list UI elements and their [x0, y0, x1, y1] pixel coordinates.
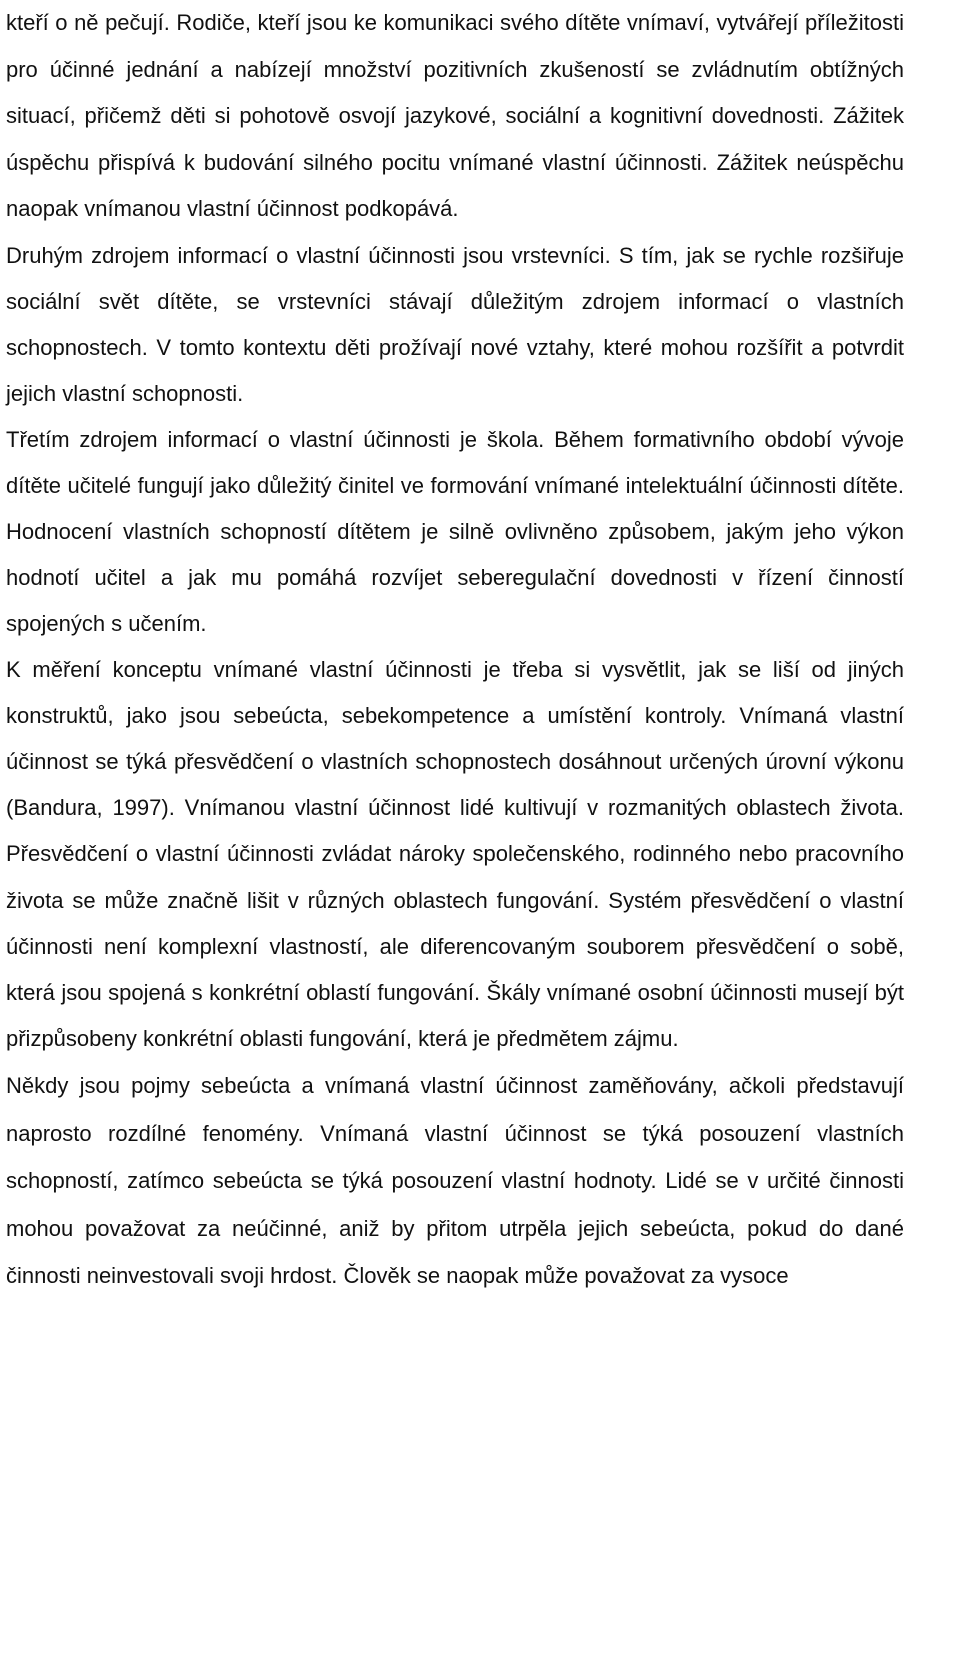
document-page	[6, 0, 904, 1300]
paragraph-measurement: K měření konceptu vnímané vlastní účinnosti je třeba si vysvětlit, jak se liší od jiných konstruktů, jako jsou sebeúcta, sebekompetence a umístění kontroly. Vnímaná vlastní účinnost se týká přesvědčení o vlastních schopnostech dosáhnout určených úrovní výkonu (Bandura, 1997). Vnímanou vlastní účinnost lidé kultivují v rozmanitých oblastech života. Přesvědčení o vlastní účinnosti zvládat nároky společenského, rodinného nebo pracovního života se může značně lišit v různých oblastech fungování. Systém přesvědčení o vlastní účinnosti není komplexní vlastností, ale diferencovaným souborem přesvědčení o sobě, která jsou spojená s konkrétní oblastí fungování. Škály vnímané osobní účinnosti musejí být přizpůsobeny konkrétní oblasti fungování, která je předmětem zájmu.	[6, 656, 904, 1052]
paragraph-parental-influence: kteří o ně pečují. Rodiče, kteří jsou ke komunikaci svého dítěte vnímaví, vytvářejí příležitosti pro účinné jednání a nabízejí množství pozitivních zkušeností se zvládnutím obtížných situací, přičemž děti si pohotově osvojí jazykové, sociální a kognitivní dovednosti. Zážitek úspěchu přispívá k budování silného pocitu vnímané vlastní účinnosti. Zážitek neúspěchu naopak vnímanou vlastní účinnost podkopává.	[6, 10, 904, 221]
paragraph-peers: Druhým zdrojem informací o vlastní účinnosti jsou vrstevníci. S tím, jak se rychle rozšiřuje sociální svět dítěte, se vrstevníci stávají důležitým zdrojem informací o vlastních schopnostech. V tomto kontextu děti prožívají nové vztahy, které mohou rozšířit a potvrdit jejich vlastní schopnosti.	[6, 242, 904, 406]
paragraph-school: Třetím zdrojem informací o vlastní účinnosti je škola. Během formativního období vývoje dítěte učitelé fungují jako důležitý činitel ve formování vnímané intelektuální účinnosti dítěte. Hodnocení vlastních schopností dítětem je silně ovlivněno způsobem, jakým jeho výkon hodnotí učitel a jak mu pomáhá rozvíjet seberegulační dovednosti v řízení činností spojených s učením.	[6, 426, 904, 636]
paragraph-self-esteem: Někdy jsou pojmy sebeúcta a vnímaná vlastní účinnost zaměňovány, ačkoli představují naprosto rozdílné fenomény. Vnímaná vlastní účinnost se týká posouzení vlastních schopností, zatímco sebeúcta se týká posouzení vlastní hodnoty. Lidé se v určité činnosti mohou považovat za neúčinné, aniž by přitom utrpěla jejich sebeúcta, pokud do dané činnosti neinvestovali svoji hrdost. Člověk se naopak může považovat za vysoce	[6, 1073, 904, 1289]
